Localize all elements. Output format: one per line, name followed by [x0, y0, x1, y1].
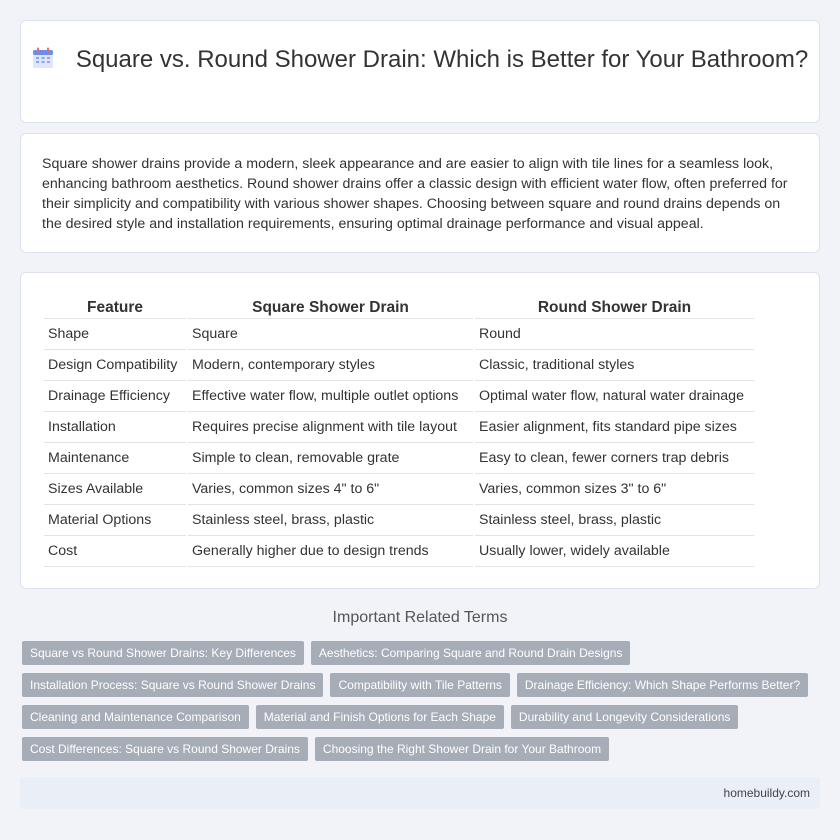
- table-cell-feature: Material Options: [44, 505, 186, 536]
- table-cell-feature: Drainage Efficiency: [44, 381, 186, 412]
- header-card: [20, 20, 820, 123]
- related-term-link[interactable]: Choosing the Right Shower Drain for Your Bathroom: [315, 737, 609, 761]
- table-cell-square: Modern, contemporary styles: [188, 350, 473, 381]
- related-term-link[interactable]: Cleaning and Maintenance Comparison: [22, 705, 249, 729]
- tag-row: [22, 705, 822, 729]
- table-cell-round: Optimal water flow, natural water drainage: [475, 381, 754, 412]
- table-cell-square: Varies, common sizes 4" to 6": [188, 474, 473, 505]
- comparison-table-card: [20, 272, 820, 589]
- table-cell-square: Stainless steel, brass, plastic: [188, 505, 473, 536]
- related-term-link[interactable]: Installation Process: Square vs Round Shower Drains: [22, 673, 323, 697]
- tag-row: [22, 641, 822, 665]
- related-terms-title: Important Related Terms: [332, 609, 508, 626]
- tag-row: [22, 737, 822, 761]
- table-row: [44, 381, 754, 412]
- table-cell-round: Stainless steel, brass, plastic: [475, 505, 754, 536]
- table-cell-feature: Maintenance: [44, 443, 186, 474]
- table-cell-round: Easy to clean, fewer corners trap debris: [475, 443, 754, 474]
- footer-site-link[interactable]: homebuildy.com: [723, 786, 810, 800]
- table-cell-round: Round: [475, 319, 754, 350]
- table-cell-round: Usually lower, widely available: [475, 536, 754, 567]
- table-cell-square: Effective water flow, multiple outlet options: [188, 381, 473, 412]
- summary-card: [20, 133, 820, 253]
- table-cell-feature: Design Compatibility: [44, 350, 186, 381]
- table-row: [44, 412, 754, 443]
- table-row: [44, 505, 754, 536]
- tag-row: [22, 673, 822, 697]
- table-cell-round: Varies, common sizes 3" to 6": [475, 474, 754, 505]
- related-term-link[interactable]: Drainage Efficiency: Which Shape Performs Better?: [517, 673, 808, 697]
- page-title: Square vs. Round Shower Drain: Which is Better for Your Bathroom?: [75, 46, 809, 73]
- related-term-link[interactable]: Cost Differences: Square vs Round Shower Drains: [22, 737, 308, 761]
- related-term-link[interactable]: Aesthetics: Comparing Square and Round Drain Designs: [311, 641, 631, 665]
- comparison-table: [42, 297, 756, 567]
- column-header-round: Round Shower Drain: [475, 297, 754, 319]
- footer: [20, 777, 820, 809]
- summary-text: Square shower drains provide a modern, sleek appearance and are easier to align with tile lines for a seamless look, enhancing bathroom aesthetics. Round shower drains offer a classic design with efficient water flow, often preferred for their simplicity and compatibility with various shower shapes. Choosing between square and round drains depends on the desired style and installation requirements, ensuring optimal drainage performance and visual appeal.: [42, 156, 788, 232]
- table-row: [44, 319, 754, 350]
- table-cell-feature: Shape: [44, 319, 186, 350]
- page-title-wrap: [21, 45, 819, 75]
- table-cell-square: Simple to clean, removable grate: [188, 443, 473, 474]
- calendar-icon: [32, 47, 54, 69]
- column-header-feature: Feature: [44, 297, 186, 319]
- table-row: [44, 443, 754, 474]
- table-cell-feature: Installation: [44, 412, 186, 443]
- table-cell-feature: Sizes Available: [44, 474, 186, 505]
- table-row: [44, 536, 754, 567]
- related-term-link[interactable]: Square vs Round Shower Drains: Key Differences: [22, 641, 304, 665]
- related-term-link[interactable]: Material and Finish Options for Each Shape: [256, 705, 504, 729]
- related-terms-list: [22, 641, 822, 769]
- table-cell-round: Easier alignment, fits standard pipe sizes: [475, 412, 754, 443]
- related-term-link[interactable]: Durability and Longevity Considerations: [511, 705, 738, 729]
- table-cell-square: Generally higher due to design trends: [188, 536, 473, 567]
- table-cell-feature: Cost: [44, 536, 186, 567]
- table-header-row: [44, 297, 754, 319]
- table-row: [44, 350, 754, 381]
- table-cell-square: Square: [188, 319, 473, 350]
- column-header-square: Square Shower Drain: [188, 297, 473, 319]
- table-cell-square: Requires precise alignment with tile layout: [188, 412, 473, 443]
- table-row: [44, 474, 754, 505]
- table-cell-round: Classic, traditional styles: [475, 350, 754, 381]
- related-term-link[interactable]: Compatibility with Tile Patterns: [330, 673, 509, 697]
